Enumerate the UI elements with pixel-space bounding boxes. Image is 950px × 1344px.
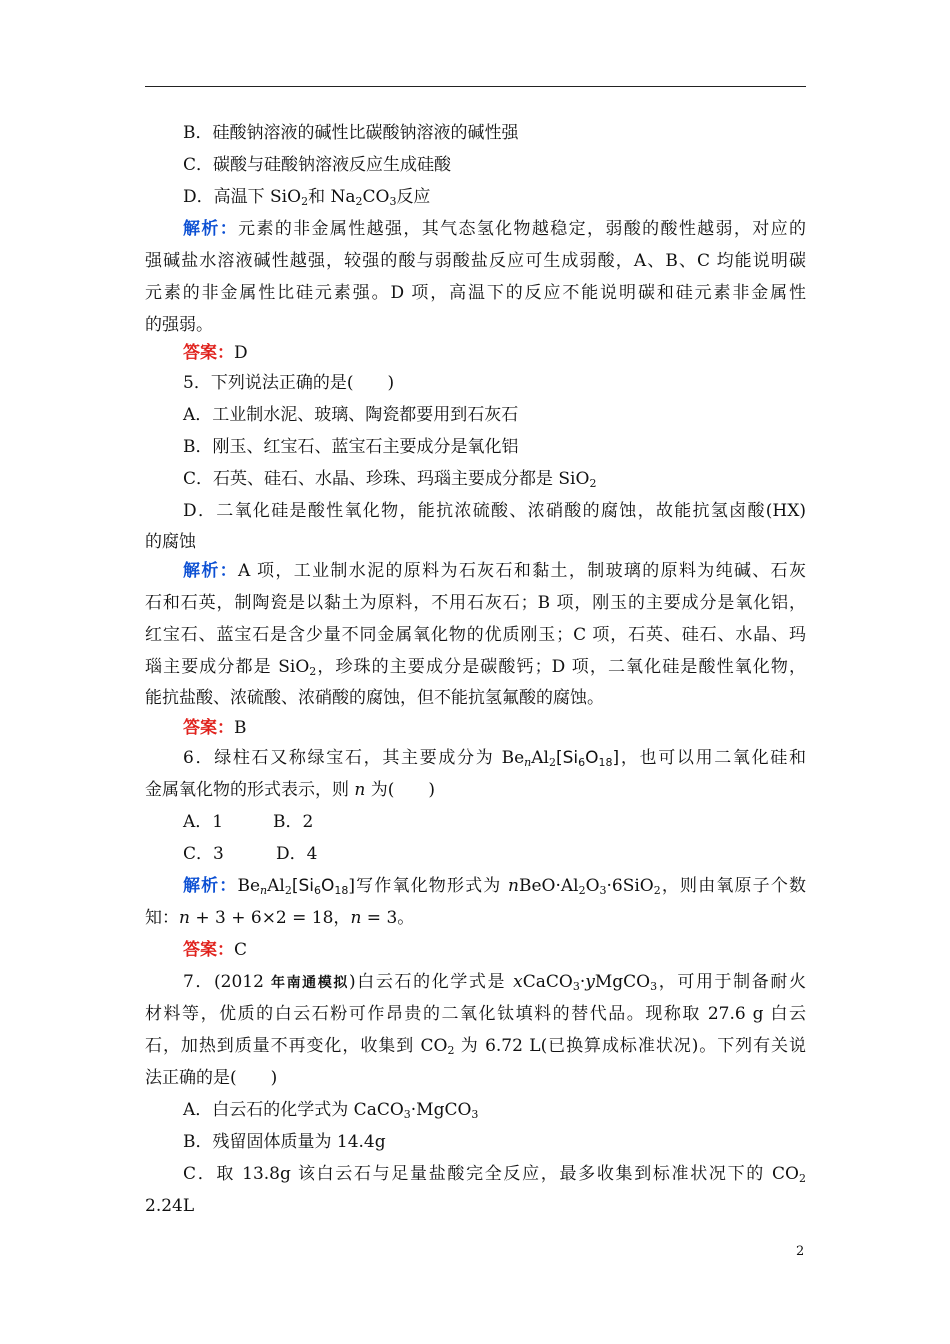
- q6-option-b: B．2: [273, 812, 314, 832]
- q5-option-d: D．二氧化硅是酸性氧化物，能抗浓硫酸、浓硝酸的腐蚀，故能抗氢卤酸(HX): [183, 501, 806, 521]
- analysis-label: 解析：: [183, 219, 239, 239]
- q7-stem-cont: 法正确的是( ): [145, 1068, 278, 1088]
- q6-option-c: C．3: [183, 844, 224, 864]
- q4-analysis-line: 的强弱。: [145, 315, 213, 335]
- analysis-label: 解析：: [183, 876, 238, 896]
- q6-option-d: D．4: [276, 844, 318, 864]
- answer-label: 答案：: [183, 343, 234, 363]
- q7-option-c-cont: 2.24L: [145, 1196, 195, 1216]
- q5-analysis-line: 石和石英，制陶瓷是以黏土为原料，不用石灰石；B 项，刚玉的主要成分是氧化铝，: [145, 593, 806, 613]
- q4-option-c: C．碳酸与硅酸钠溶液反应生成硅酸: [183, 155, 452, 175]
- analysis-label: 解析：: [183, 561, 239, 581]
- answer-label: 答案：: [183, 940, 234, 960]
- q6-option-a: A．1: [183, 812, 224, 832]
- q4-analysis-line: 解析：元素的非金属性越强，其气态氢化物越稳定，弱酸的酸性越弱，对应的: [183, 219, 807, 239]
- q4-answer: 答案：D: [183, 343, 248, 363]
- q7-stem-cont: 材料等，优质的白云石粉可作昂贵的二氧化钛填料的替代品。现称取 27.6 g 白云: [145, 1004, 806, 1024]
- q4-option-b: B．硅酸钠溶液的碱性比碳酸钠溶液的碱性强: [183, 123, 519, 143]
- page-number: 2: [796, 1244, 805, 1259]
- q4-analysis-line: 元素的非金属性比硅元素强。D 项，高温下的反应不能说明碳和硅元素非金属性: [145, 283, 806, 303]
- q4-option-d: D．高温下 SiO$_2$和 $Na_2CO_3$反应: [183, 187, 431, 208]
- q5-analysis-line: 能抗盐酸、浓硫酸、浓硝酸的腐蚀，但不能抗氢氟酸的腐蚀。: [145, 688, 604, 708]
- q7-stem-cont: 石，加热到质量不再变化，收集到 $CO_2$ 为 6.72 L(已换算成标准状况)。下列有关说: [145, 1036, 806, 1057]
- q5-answer: 答案：B: [183, 718, 247, 738]
- q6-stem-cont: 金属氧化物的形式表示，则 n 为( ): [145, 780, 436, 800]
- q5-option-c: C．石英、硅石、水晶、珍珠、玛瑙主要成分都是 SiO$_2$: [183, 469, 597, 490]
- q7-option-a: A．白云石的化学式为 CaCO$_3$·MgCO$_3$: [183, 1100, 479, 1121]
- q5-analysis-line: 瑙主要成分都是 SiO$_2$，珍珠的主要成分是碳酸钙；D 项，二氧化硅是酸性氧化物，: [145, 657, 806, 678]
- q5-option-b: B．刚玉、红宝石、蓝宝石主要成分是氧化铝: [183, 437, 519, 457]
- q6-stem: 6．绿柱石又称绿宝石，其主要成分为 $Be_nAl_2[Si_6O_{18}]$，也可以用二氧化硅和: [183, 748, 806, 769]
- q5-stem: 5．下列说法正确的是( ): [183, 373, 395, 393]
- q6-analysis-line: 解析：$Be_nAl_2[Si_6O_{18}]$写作氧化物形式为 $nBeO\cdot Al_2O_3\cdot 6SiO_2$，则由氧原子个数: [183, 876, 806, 897]
- q7-option-c: C．取 13.8g 该白云石与足量盐酸完全反应，最多收集到标准状况下的 $CO_2$: [183, 1164, 806, 1185]
- q7-stem: 7．(2012 年南通模拟)白云石的化学式是 xCaCO$_3$·yMgCO$_3$，可用于制备耐火: [183, 972, 806, 993]
- q6-analysis-line: 知：n + 3 + 6×2 = 18，n = 3。: [145, 908, 415, 928]
- q5-option-d-cont: 的腐蚀: [145, 532, 196, 552]
- q4-analysis-line: 强碱盐水溶液碱性越强，较强的酸与弱酸盐反应可生成弱酸，A、B、C 均能说明碳: [145, 251, 806, 271]
- header-rule: [145, 86, 806, 87]
- q6-options-row: [183, 810, 806, 834]
- q7-option-b: B．残留固体质量为 14.4g: [183, 1132, 386, 1152]
- q5-option-a: A．工业制水泥、玻璃、陶瓷都要用到石灰石: [183, 405, 519, 425]
- q5-analysis-line: 红宝石、蓝宝石是含少量不同金属氧化物的优质刚玉；C 项，石英、硅石、水晶、玛: [145, 625, 806, 645]
- q6-answer: 答案：C: [183, 940, 248, 960]
- q5-analysis-line: 解析：A 项，工业制水泥的原料为石灰石和黏土，制玻璃的原料为纯碱、石灰: [183, 561, 806, 581]
- q6-options-row: [183, 842, 806, 866]
- answer-label: 答案：: [183, 718, 234, 738]
